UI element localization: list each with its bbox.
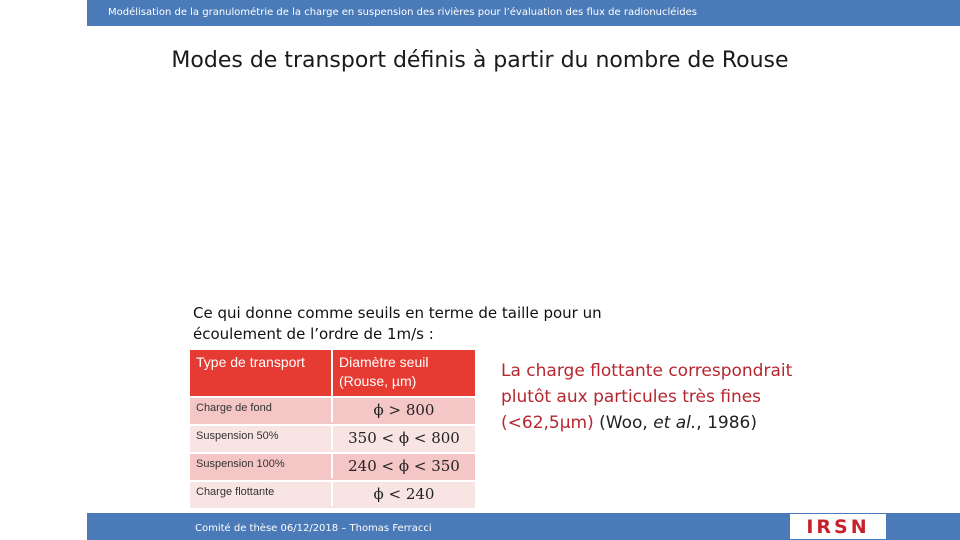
table-cell-threshold: 350 < ϕ < 800 [348, 429, 460, 447]
conclusion-main: La charge flottante correspondrait plutôt aux particules très fines (<62,5µm) [501, 361, 793, 433]
irsn-logo [790, 514, 886, 539]
table-row [190, 452, 475, 480]
table-cell-type: Suspension 100% [190, 454, 333, 478]
reference-open: (Woo, [599, 413, 654, 433]
header-subtitle: Modélisation de la granulométrie de la charge en suspension des rivières pour l’évaluation des flux de radionucléides [108, 7, 697, 18]
conclusion-text [501, 358, 801, 436]
slide-title: Modes de transport définis à partir du nombre de Rouse [171, 48, 789, 73]
table-cell-threshold: ϕ < 240 [373, 485, 435, 503]
reference-close: , 1986) [696, 413, 758, 433]
conclusion-reference [599, 413, 757, 433]
table-cell-threshold: ϕ > 800 [373, 401, 435, 419]
table-cell-type: Charge de fond [190, 398, 333, 422]
table-cell-type: Suspension 50% [190, 426, 333, 450]
threshold-table [190, 350, 475, 502]
logo-text: IRSN [806, 515, 870, 538]
footer-text: Comité de thèse 06/12/2018 – Thomas Ferracci [195, 523, 432, 534]
reference-etal: et al. [653, 413, 697, 433]
intro-text: Ce qui donne comme seuils en terme de taille pour un écoulement de l’ordre de 1m/s : [193, 304, 602, 343]
table-header-row [190, 350, 475, 396]
table-row [190, 396, 475, 424]
table-row [190, 424, 475, 452]
table-cell-threshold: 240 < ϕ < 350 [348, 457, 460, 475]
table-header-type: Type de transport [190, 350, 333, 396]
table-row [190, 480, 475, 508]
table-cell-type: Charge flottante [190, 482, 333, 506]
table-header-threshold: Diamètre seuil (Rouse, µm) [333, 350, 475, 396]
